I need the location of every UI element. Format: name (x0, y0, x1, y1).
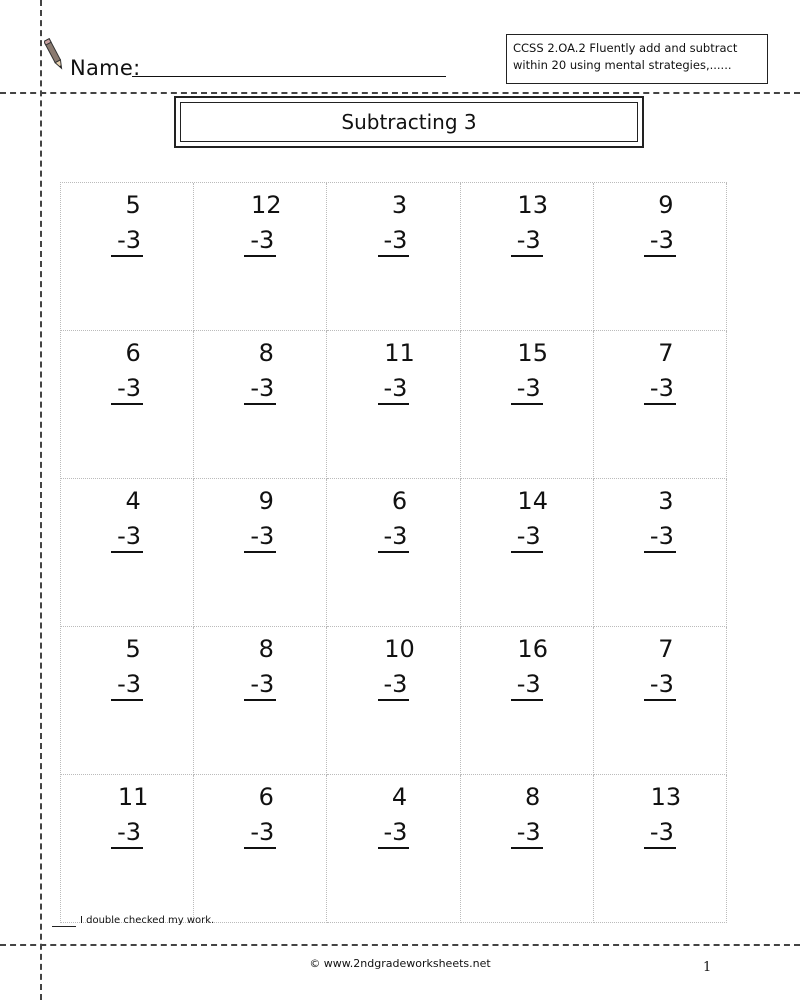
subtrahend: -3 (111, 373, 143, 405)
problem-cell (327, 331, 460, 479)
minuend: 8 (525, 783, 541, 811)
subtrahend-row (194, 225, 326, 257)
problem-cell (461, 331, 594, 479)
minuend: 4 (125, 487, 141, 515)
minuend: 10 (384, 635, 415, 663)
minuend: 11 (117, 783, 149, 811)
minuend: 16 (517, 635, 548, 663)
problem-cell (594, 479, 727, 627)
subtrahend-row (461, 521, 593, 553)
subtrahend: -3 (244, 521, 276, 553)
subtrahend-row (327, 669, 459, 701)
subtrahend: -3 (511, 669, 543, 701)
minuend: 4 (391, 783, 408, 811)
minuend: 3 (391, 191, 408, 219)
minuend: 5 (125, 191, 141, 219)
problem-cell (327, 775, 460, 923)
margin-guide-bottom (0, 944, 800, 946)
problem-cell (61, 775, 194, 923)
subtrahend: -3 (111, 521, 143, 553)
minuend: 5 (125, 635, 141, 663)
subtrahend-row (327, 521, 459, 553)
problem-cell (194, 479, 327, 627)
standard-box (506, 34, 768, 84)
page-number: 1 (703, 960, 712, 975)
problem-cell (61, 627, 194, 775)
margin-guide-vertical (40, 0, 42, 1000)
subtrahend: -3 (244, 817, 276, 849)
problem-cell (194, 627, 327, 775)
subtrahend-row (61, 521, 193, 553)
subtrahend: -3 (644, 521, 676, 553)
subtrahend: -3 (111, 225, 143, 257)
subtrahend-row (594, 817, 726, 849)
problem-cell (61, 331, 194, 479)
subtrahend-row (194, 521, 326, 553)
minuend: 13 (517, 191, 548, 219)
margin-guide-top (0, 92, 800, 94)
minuend: 13 (650, 783, 682, 811)
standard-text-line1: CCSS 2.OA.2 Fluently add and subtract (513, 41, 738, 55)
subtrahend-row (594, 521, 726, 553)
subtrahend: -3 (244, 373, 276, 405)
subtrahend: -3 (644, 373, 676, 405)
minuend: 11 (384, 339, 415, 367)
name-write-line[interactable] (132, 76, 446, 77)
problem-cell (594, 627, 727, 775)
subtrahend-row (461, 817, 593, 849)
subtrahend-row (594, 373, 726, 405)
subtrahend: -3 (511, 521, 543, 553)
minuend: 6 (125, 339, 141, 367)
subtrahend-row (61, 373, 193, 405)
subtrahend: -3 (111, 669, 143, 701)
subtrahend-row (61, 817, 193, 849)
problem-cell (61, 183, 194, 331)
problem-cell (461, 775, 594, 923)
subtrahend-row (461, 669, 593, 701)
problem-cell (327, 479, 460, 627)
problem-cell (327, 183, 460, 331)
minuend: 6 (391, 487, 408, 515)
problem-cell (194, 331, 327, 479)
name-label: Name: (70, 56, 141, 80)
minuend: 8 (258, 339, 274, 367)
subtrahend-row (327, 225, 459, 257)
minuend: 7 (658, 339, 674, 367)
problem-cell (327, 627, 460, 775)
minuend: 9 (658, 191, 674, 219)
minuend: 9 (258, 487, 274, 515)
minuend: 12 (251, 191, 282, 219)
minuend: 15 (517, 339, 548, 367)
subtrahend-row (194, 669, 326, 701)
subtrahend: -3 (644, 225, 676, 257)
subtrahend: -3 (511, 817, 543, 849)
subtrahend: -3 (244, 225, 276, 257)
problem-grid (60, 182, 727, 923)
subtrahend-row (594, 669, 726, 701)
subtrahend: -3 (378, 373, 410, 405)
minuend: 14 (517, 487, 548, 515)
problem-cell (594, 331, 727, 479)
standard-text-line2: within 20 using mental strategies,...... (513, 58, 732, 72)
problem-cell (461, 183, 594, 331)
subtrahend: -3 (111, 817, 143, 849)
page-title: Subtracting 3 (180, 102, 638, 142)
subtrahend: -3 (511, 225, 543, 257)
check-blank[interactable] (52, 926, 76, 927)
subtrahend-row (461, 373, 593, 405)
subtrahend: -3 (644, 817, 676, 849)
subtrahend: -3 (378, 225, 410, 257)
problem-cell (461, 479, 594, 627)
subtrahend-row (194, 817, 326, 849)
subtrahend: -3 (511, 373, 543, 405)
minuend: 8 (258, 635, 274, 663)
pencil-icon (44, 36, 66, 76)
subtrahend-row (327, 817, 459, 849)
minuend: 6 (258, 783, 274, 811)
subtrahend: -3 (378, 521, 410, 553)
subtrahend-row (594, 225, 726, 257)
subtrahend: -3 (644, 669, 676, 701)
subtrahend: -3 (378, 669, 410, 701)
problem-cell (194, 775, 327, 923)
title-box (174, 96, 644, 148)
problem-cell (461, 627, 594, 775)
subtrahend: -3 (378, 817, 410, 849)
subtrahend-row (61, 669, 193, 701)
problem-cell (594, 183, 727, 331)
subtrahend-row (194, 373, 326, 405)
minuend: 3 (658, 487, 674, 515)
subtrahend-row (461, 225, 593, 257)
check-statement: I double checked my work. (80, 915, 215, 926)
subtrahend-row (61, 225, 193, 257)
problem-cell (594, 775, 727, 923)
subtrahend: -3 (244, 669, 276, 701)
subtrahend-row (327, 373, 459, 405)
problem-cell (61, 479, 194, 627)
footer-copyright: © www.2ndgradeworksheets.net (309, 957, 491, 970)
problem-cell (194, 183, 327, 331)
minuend: 7 (658, 635, 674, 663)
